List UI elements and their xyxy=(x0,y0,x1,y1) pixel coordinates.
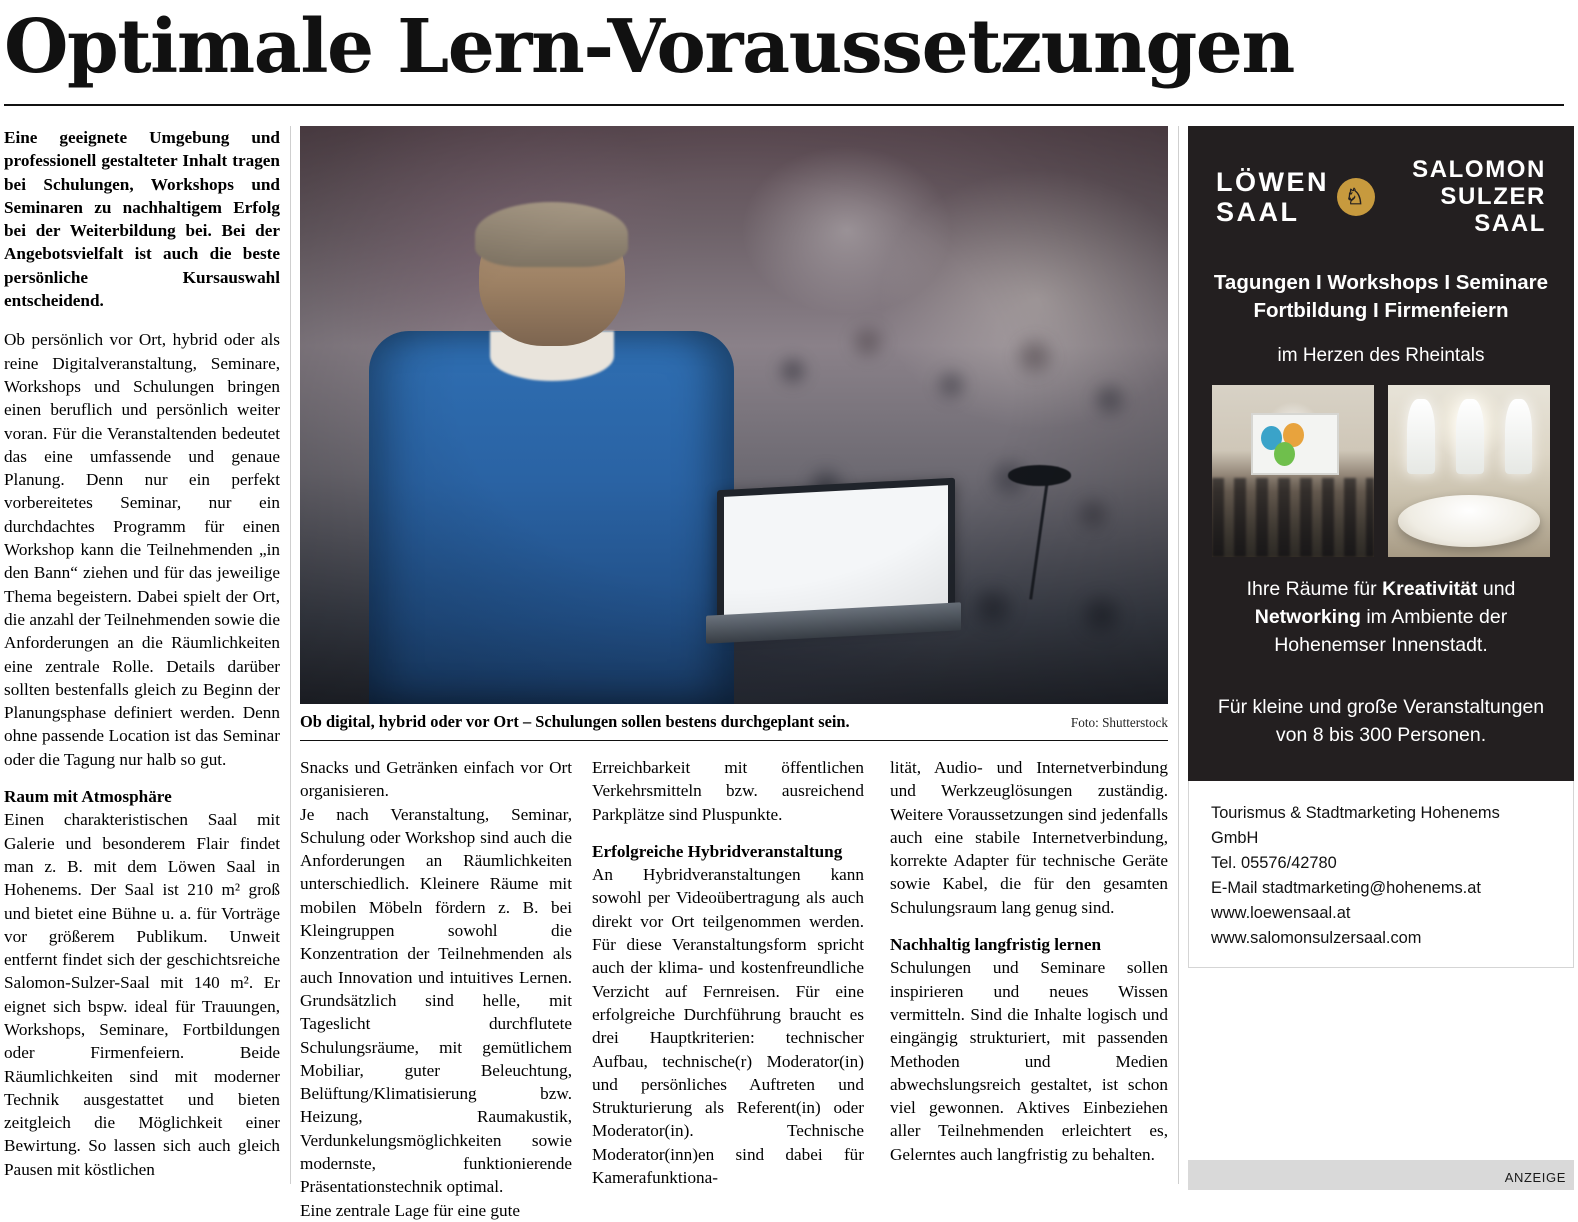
seminar-room-photo xyxy=(1212,385,1374,557)
salomon-sulzer-saal-logo[interactable] xyxy=(1412,156,1546,237)
ad-contact-company: Tourismus & Stadtmarketing Hohenems GmbH xyxy=(1211,804,1500,847)
subheading-nachhaltig-langfristig-lernen: Nachhaltig langfristig lernen xyxy=(890,935,1102,955)
photo-caption: Ob digital, hybrid oder vor Ort – Schulungen sollen bestens durchgeplant sein. xyxy=(300,712,850,731)
ad-text-1-pre: Ihre Räume für xyxy=(1246,578,1383,600)
col3-paragraph-1: Erreichbarkeit mit öffentlichen Verkehrsmitteln bzw. ausreichend Parkplätze sind Pluspunkte. xyxy=(592,758,864,824)
ad-text-1-post: im Ambiente der Hohenemser Innenstadt. xyxy=(1274,606,1508,656)
banquet-hall-photo xyxy=(1388,385,1550,557)
ad-logos xyxy=(1212,148,1550,251)
photo-vignette xyxy=(300,126,1168,704)
ad-subclaim: im Herzen des Rheintals xyxy=(1277,345,1485,366)
advertisement[interactable] xyxy=(1188,126,1574,1154)
ad-contact-website-1[interactable]: www.loewensaal.at xyxy=(1211,904,1351,922)
lead-paragraph: Eine geeignete Umgebung und professionell gestalteter Inhalt tragen bei Schulungen, Workshops und Seminaren zu nachhaltigem Erfolg bei der Weiterbildung bei. Bei der Angebotsvielfalt ist auch die beste persönliche Kursauswahl entscheidend. xyxy=(4,128,280,311)
lion-emblem-icon: ♘ xyxy=(1337,178,1375,216)
lead-body-paragraph-1: Ob persönlich vor Ort, hybrid oder als reine Digitalveranstaltung, Seminare, Workshops und Schulungen bringen einen beruflich und persönlich weiter voran. Für die Veranstaltenden bedeutet das eine umfassende und genaue Planung. Denn nur ein perfekt vorbereitetes Seminar, nur ein durchdachtes Programm für einen Workshop kann die Teilnehmenden „in den Bann“ ziehen und für das jeweilige Thema begeistern. Dabei spielt der Ort, die anzahl der Teilnehmenden sowie die Anforderungen an die Räumlichkeiten eine zentrale Rolle. Details darüber sollten bestenfalls gleich zu Beginn der Planungsphase definiert werden. Denn ohne passende Location ist das Seminar oder die Tagung nur halb so gut. xyxy=(4,330,280,769)
salomon-logo-line-2: SULZER xyxy=(1440,183,1546,210)
hall-window-2 xyxy=(1456,399,1484,475)
ad-dark-panel xyxy=(1188,126,1574,781)
ad-contact-block xyxy=(1188,781,1574,968)
ad-text-1-bold-1: Kreativität xyxy=(1382,578,1478,600)
loewen-logo-line-2: SAAL xyxy=(1216,196,1300,227)
ad-contact-website-2[interactable]: www.salomonsulzersaal.com xyxy=(1211,929,1422,947)
ad-contact-phone[interactable]: Tel. 05576/42780 xyxy=(1211,854,1337,872)
loewen-saal-logo[interactable] xyxy=(1216,167,1375,227)
lead-column xyxy=(4,126,280,1181)
hall-window-3 xyxy=(1505,399,1533,475)
ad-text-block-2 xyxy=(1212,693,1550,749)
subheading-raum-mit-atmosphaere: Raum mit Atmosphäre xyxy=(4,787,172,807)
salomon-logo-line-3: SAAL xyxy=(1474,210,1546,237)
headline-divider xyxy=(4,104,1564,106)
ad-claim xyxy=(1212,269,1550,325)
ad-bottom-bar xyxy=(1188,1160,1574,1190)
col2-paragraph-3: Eine zentrale Lage für eine gute xyxy=(300,1200,520,1220)
ad-text-1-bold-2: Networking xyxy=(1254,606,1361,628)
ad-claim-line-2: Fortbildung I Firmenfeiern xyxy=(1253,299,1509,322)
ad-text-2-line-1: Für kleine und große Veranstaltungen xyxy=(1217,696,1545,718)
banquet-table xyxy=(1398,495,1541,547)
col4-paragraph-2: Schulungen und Seminare sollen inspirieren und neues Wissen vermitteln. Sind die Inhalte logisch und eingängig strukturiert, mit passenden Methoden und Medien abwechslungsreich gestaltet, ist schon viel gewonnen. Aktives Einbeziehen aller Teilnehmenden erleichtert es, Gelerntes auch langfristig zu behalten. xyxy=(890,958,1168,1164)
salomon-logo-line-1: SALOMON xyxy=(1412,156,1546,183)
column-divider-left xyxy=(290,126,291,1184)
ad-text-2-line-2: von 8 bis 300 Personen. xyxy=(1275,724,1487,746)
subheading-erfolgreiche-hybridveranstaltung: Erfolgreiche Hybridveranstaltung xyxy=(592,841,843,861)
page-title: Optimale Lern-Voraussetzungen xyxy=(4,4,1294,90)
photo-credit: Foto: Shutterstock xyxy=(1070,715,1168,730)
lead-body-paragraph-2: Einen charakteristischen Saal mit Galerie und besonderem Flair findet man z. B. mit dem Löwen Saal in Hohenems. Der Saal ist 210 m² groß und bietet eine Bühne u. a. für Vorträge vor größerem Publikum. Unweit entfernt findet sich der geschichtsreiche Salomon-Sulzer-Saal mit 140 m². Er eignet sich bspw. ideal für Trauungen, Workshops, Seminare, Fortbildungen oder Firmenfeiern. Beide Räumlichkeiten sind mit moderner Technik ausgestattet und bieten zeitgleich die Möglichkeit einer Bewirtung. So lassen sich auch gleich Pausen mit köstlichen xyxy=(4,810,280,1179)
body-column-3 xyxy=(592,756,864,1189)
col2-paragraph-2: Je nach Veranstaltung, Seminar, Schulung oder Workshop sind auch die Anforderungen an Räumlichkeiten unterschiedlich. Kleinere Räume mit mobilen Möbeln fördern z. B. bei Kleingruppen sowohl die Konzentration der Teilnehmenden als auch Innovation und intuitives Lernen. Grundsätzlich sind helle, mit Tageslicht durchflutete Schulungsräume, mit gemütlichem Mobiliar, guter Beleuchtung, Belüftung/Klimatisierung bzw. Heizung, Raumakustik, Verdunkelungsmöglichkeiten sowie modernste, funktionierende Präsentationstechnik optimal. xyxy=(300,804,572,1197)
slide-dot-green xyxy=(1274,442,1295,466)
loewen-logo-line-1: LÖWEN xyxy=(1216,166,1329,197)
seating-rows xyxy=(1212,478,1374,557)
ad-contact-email[interactable]: E-Mail stadtmarketing@hohenems.at xyxy=(1211,879,1481,897)
col4-paragraph-1: lität, Audio- und Internetverbindung und Werkzeuglösungen zuständig. Weitere Voraussetzungen sind jedenfalls auch eine stabile Internetverbindung, korrekte Adapter für technische Geräte sowie Kabel, die für den gesamten Schulungsraum lang genug sind. xyxy=(890,758,1168,917)
ad-text-block-1 xyxy=(1212,575,1550,659)
ad-text-1-mid: und xyxy=(1477,578,1516,600)
col2-paragraph-1: Snacks und Getränken einfach vor Ort organisieren. xyxy=(300,758,572,801)
article-photo xyxy=(300,126,1168,704)
column-divider-right xyxy=(1178,126,1179,1184)
ad-photo-row xyxy=(1212,385,1550,557)
photo-caption-row xyxy=(300,712,1168,732)
ad-claim-line-1: Tagungen I Workshops I Seminare xyxy=(1213,271,1549,294)
anzeige-label: ANZEIGE xyxy=(1504,1170,1566,1185)
col3-paragraph-2: An Hybridveranstaltungen kann sowohl per Videoübertragung als auch direkt vor Ort teilgenommen werden. Für diese Veranstaltungsform spricht auch der klima- und kostenfreundliche Verzicht auf Fernreisen. Für eine erfolgreiche Durchführung braucht es drei Hauptkriterien: technischer Aufbau, technische(r) Moderator(in) und persönliches Auftreten und Strukturierung als Referent(in) oder Moderator(in). Technische Moderator(inn)en sind dabei für Kamerafunktiona- xyxy=(592,865,864,1188)
body-column-4 xyxy=(890,756,1168,1166)
caption-divider xyxy=(300,740,1168,741)
hall-window-1 xyxy=(1407,399,1435,475)
body-column-2 xyxy=(300,756,572,1222)
